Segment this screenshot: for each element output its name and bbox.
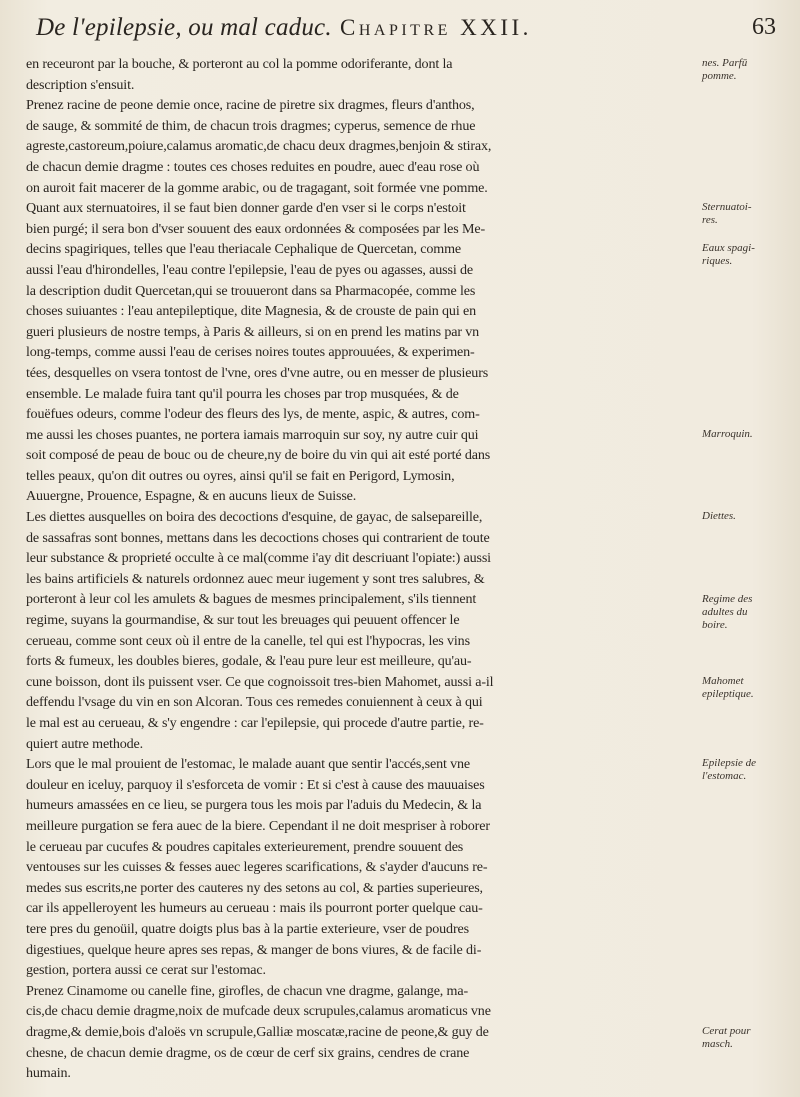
text-line: bien purgé; il sera bon d'vser souuent des eaux ordonnées & composées par les Me- — [26, 220, 486, 237]
text-line: tées, desquelles on vsera tontost de l'vne, ores d'vne autre, ou en messer de plusieurs — [26, 364, 489, 381]
text-line: medes sus escrits,ne porter des cauteres ny des setons au col, & parties superieures, — [26, 879, 483, 896]
text-line: de sauge, & sommité de thim, de chacun trois dragmes; cyperus, semence de rhue — [26, 117, 476, 134]
text-line: description s'ensuit. — [26, 76, 135, 93]
text-line: Lors que le mal prouient de l'estomac, le malade auant que sentir l'accés,sent vne — [26, 756, 470, 773]
text-line: deffendu l'vsage du vin en son Alcoran. Tous ces remedes conuiennent à ceux à qui — [26, 694, 483, 711]
text-line: me aussi les choses puantes, ne portera iamais marroquin sur soy, ny autre cuir qui — [26, 426, 479, 443]
page-number: 63 — [752, 14, 776, 40]
text-line: leur substance & proprieté occulte à ce mal(comme i'ay dit descriuant l'opiate:) aussi — [26, 550, 491, 567]
text-line: gestion, portera aussi ce cerat sur l'estomac. — [26, 962, 266, 979]
text-line: de sassafras sont bonnes, mettans dans les decoctions choses qui contrarient de toute — [26, 529, 490, 546]
margin-note: Epilepsie de l'estomac. — [702, 757, 757, 783]
text-line: en receuront par la bouche, & porteront au col la pomme odoriferante, dont la — [26, 56, 453, 72]
chapter-heading: Chapitre XXII. — [340, 15, 532, 40]
text-line: forts & fumeux, les doubles bieres, godale, & l'eau pure leur est meilleure, qu'au- — [26, 653, 472, 670]
text-line: aussi l'eau d'hirondelles, l'eau contre l'epilepsie, l'eau de pyes ou agasses, aussi de — [26, 261, 473, 278]
text-line: fouëfues odeurs, comme l'odeur des fleurs des lys, de mente, aspic, & autres, com- — [26, 406, 480, 423]
text-line: gueri plusieurs de nostre temps, à Paris & ailleurs, si on en prend les matins par vn — [26, 323, 480, 340]
body-text — [26, 54, 698, 1084]
text-line: decins spagiriques, telles que l'eau theriacale Cephalique de Quercetan, comme — [26, 241, 461, 258]
running-title: De l'epilepsie, ou mal caduc. — [36, 14, 332, 41]
text-line: chesne, de chacun demie dragme, os de cœur de cerf six grains, cendres de crane — [26, 1044, 470, 1061]
text-line: choses suiuantes : l'eau antepileptique, dite Magnesia, & de crouste de pain qui en — [26, 303, 476, 320]
text-line: on auroit fait macerer de la gomme arabic, ou de tragagant, soit formée vne pomme. — [26, 179, 488, 196]
text-line: dragme,& demie,bois d'aloës vn scrupule,Galliæ moscatæ,racine de peone,& guy de — [26, 1023, 489, 1040]
text-line: cerueau, comme sont ceux où il entre de la canelle, tel qui est l'hypocras, les vins — [26, 632, 470, 649]
text-line: digestiues, quelque heure apres ses repas, & manger de bons viures, & de facile di- — [26, 941, 482, 958]
text-line: les bains artificiels & naturels ordonnez auec meur iugement y sont tres salubres, & — [26, 570, 485, 587]
margin-note: Marroquin. — [702, 427, 753, 440]
text-line: agreste,castoreum,poiure,calamus aromatic,de chacu deux dragmes,benjoin & stirax, — [26, 138, 492, 155]
text-line: telles peaux, qu'on dit outres ou oyres, ainsi qu'il se fait en Perigord, Lymosin, — [26, 467, 455, 484]
text-line: tere pres du genoüil, quatre doigts plus bas à la partie exterieure, vser de poudres — [26, 920, 469, 937]
text-line: cune boisson, dont ils puissent vser. Ce que cognoissoit tres-bien Mahomet, aussi a-il — [26, 673, 494, 690]
text-line: long-temps, comme aussi l'eau de cerises noires toutes approuuées, & experimen- — [26, 344, 475, 361]
margin-note: Cerat pour masch. — [702, 1025, 751, 1051]
text-line: ventouses sur les cuisses & fesses auec legeres scarifications, & s'ayder d'aucuns re- — [26, 859, 488, 876]
text-line: car ils appelleroyent les humeurs au cerueau : mais ils pourront porter quelque cau- — [26, 900, 483, 917]
text-line: le cerueau par cucufes & poudres capitales exterieurement, prendre souuent des — [26, 838, 464, 855]
text-line: cis,de chacu demie dragme,noix de mufcade deux scrupules,calamus aromaticus vne — [26, 1003, 491, 1020]
text-line: douleur en iceluy, parquoy il s'esforceta de vomir : Et si c'est à cause des mauuaises — [26, 776, 485, 793]
margin-note: Diettes. — [702, 510, 736, 523]
text-line: regime, suyans la gourmandise, & sur tout les breuages qui peuuent offencer le — [26, 612, 460, 629]
page-header — [36, 14, 776, 50]
text-line: de chacun demie dragme : toutes ces choses reduites en poudre, auec d'eau rose où — [26, 158, 480, 175]
text-line: Auuergne, Prouence, Espagne, & en aucuns lieux de Suisse. — [26, 488, 357, 505]
text-line: soit composé de peau de bouc ou de cheure,ny de boire du vin qui ait esté porté dans — [26, 447, 491, 464]
text-line: humeurs amassées en ce lieu, se purgera tous les mois par l'aduis du Medecin, & la — [26, 797, 482, 814]
margin-note: Eaux spagi- riques. — [702, 242, 755, 268]
text-line: quiert autre methode. — [26, 735, 143, 752]
margin-note: Mahomet epileptique. — [702, 675, 754, 700]
text-line: Quant aux sternuatoires, il se faut bien donner garde d'en vser si le corps n'estoit — [26, 200, 466, 217]
text-line: Les diettes ausquelles on boira des decoctions d'esquine, de gayac, de salsepareille, — [26, 509, 483, 526]
text-line: Prenez Cinamome ou canelle fine, girofles, de chacun vne dragme, galange, ma- — [26, 982, 469, 999]
text-line: ensemble. Le malade fuira tant qu'il pourra les choses par trop musquées, & de — [26, 385, 459, 402]
text-line: porteront à leur col les amulets & bagues de mesmes principalement, s'ils tiennent — [26, 591, 477, 608]
text-line: le mal est au cerueau, & s'y engendre : car l'epilepsie, qui procede d'autre partie, re- — [26, 715, 484, 731]
text-line: humain. — [26, 1065, 71, 1082]
margin-note: Regime des adultes du boire. — [702, 592, 753, 631]
text-line: Prenez racine de peone demie once, racine de piretre six dragmes, fleurs d'anthos, — [26, 97, 475, 114]
margin-note: nes. Parfū pomme. — [702, 57, 748, 82]
text-line: la description dudit Quercetan,qui se trouueront dans sa Pharmacopée, comme les — [26, 282, 476, 299]
text-line: meilleure purgation se fera auec de la biere. Cependant il ne doit mespriser à roborer — [26, 817, 490, 834]
margin-note: Sternuatoi- res. — [702, 201, 752, 227]
